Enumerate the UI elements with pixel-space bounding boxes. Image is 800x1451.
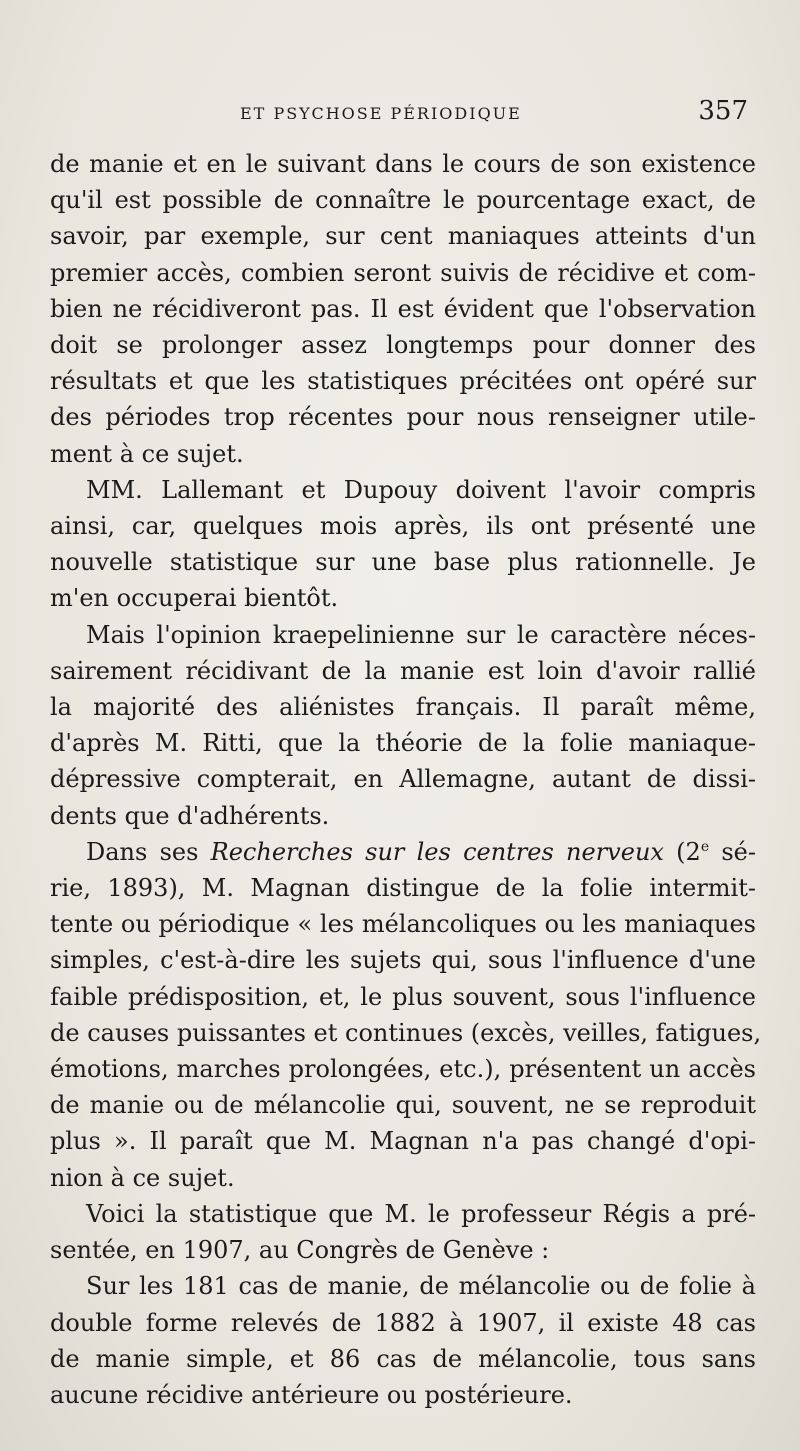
text-line: sentée, en 1907, au Congrès de Genève : [50,1236,550,1265]
text-line: ainsi, car, quelques mois après, ils ont présenté une [50,512,756,541]
text-run: Dans ses [86,837,211,866]
text-line: rie, 1893), M. Magnan distingue de la folie intermit- [50,874,756,903]
text-line: aucune récidive antérieure ou postérieure. [50,1380,573,1409]
text-line: résultats et que les statistiques précitées ont opéré sur [50,367,756,396]
text-run: (2 [663,837,701,866]
running-title: ET PSYCHOSE PÉRIODIQUE [240,104,522,123]
text-line: des périodes trop récentes pour nous renseigner utile- [50,403,756,432]
text-line: premier accès, combien seront suivis de récidive et com- [50,258,756,287]
text-line: MM. Lallemant et Dupouy doivent l'avoir compris [86,475,756,504]
text-line: dépressive compterait, en Allemagne, autant de dissi- [50,765,756,794]
text-line: tente ou périodique « les mélancoliques ou les maniaques [50,910,756,939]
text-line: de manie ou de mélancolie qui, souvent, ne se reproduit [50,1091,756,1120]
text-line: de manie simple, et 86 cas de mélancolie, tous sans [50,1344,756,1373]
text-line: nion à ce sujet. [50,1163,235,1192]
text-line: de manie et en le suivant dans le cours de son existence [50,150,756,178]
page-header [240,96,752,136]
text-line: d'après M. Ritti, que la théorie de la folie maniaque- [50,729,756,758]
text-line: ment à ce sujet. [50,439,244,468]
text-line: Voici la statistique que M. le professeur Régis a pré- [86,1199,756,1228]
text-line: double forme relevés de 1882 à 1907, il existe 48 cas [50,1308,756,1337]
text-line: Sur les 181 cas de manie, de mélancolie ou de folie à [86,1272,756,1301]
page-number: 357 [698,96,748,126]
text-line: bien ne récidiveront pas. Il est évident que l'observation [50,294,756,323]
text-line: savoir, par exemple, sur cent maniaques atteints d'un [50,222,756,251]
text-line: dents que d'adhérents. [50,801,330,830]
text-line: de causes puissantes et continues (excès, veilles, fatigues, [50,1018,762,1047]
text-line: doit se prolonger assez longtemps pour donner des [50,331,756,360]
text-line: sairement récidivant de la manie est loin d'avoir rallié [50,656,756,685]
text-line: nouvelle statistique sur une base plus rationnelle. Je [50,548,756,577]
text-line: simples, c'est-à-dire les sujets qui, sous l'influence d'une [50,946,756,975]
text-line: Mais l'opinion kraepelinienne sur le caractère néces- [86,620,756,649]
superscript: e [700,838,710,855]
text-line: plus ». Il paraît que M. Magnan n'a pas changé d'opi- [50,1127,756,1156]
text-line: la majorité des aliénistes français. Il paraît même, [50,693,756,722]
text-line: émotions, marches prolongées, etc.), présentent un accès [50,1055,756,1084]
text-run: sé- [709,837,756,866]
body-text [50,146,762,1413]
text-line-with-citation [50,834,756,870]
text-line: qu'il est possible de connaître le pourcentage exact, de [50,186,756,215]
text-line: faible prédisposition, et, le plus souvent, sous l'influence [50,982,756,1011]
text-line: m'en occuperai bientôt. [50,584,339,613]
book-title: Recherches sur les centres nerveux [210,837,664,866]
